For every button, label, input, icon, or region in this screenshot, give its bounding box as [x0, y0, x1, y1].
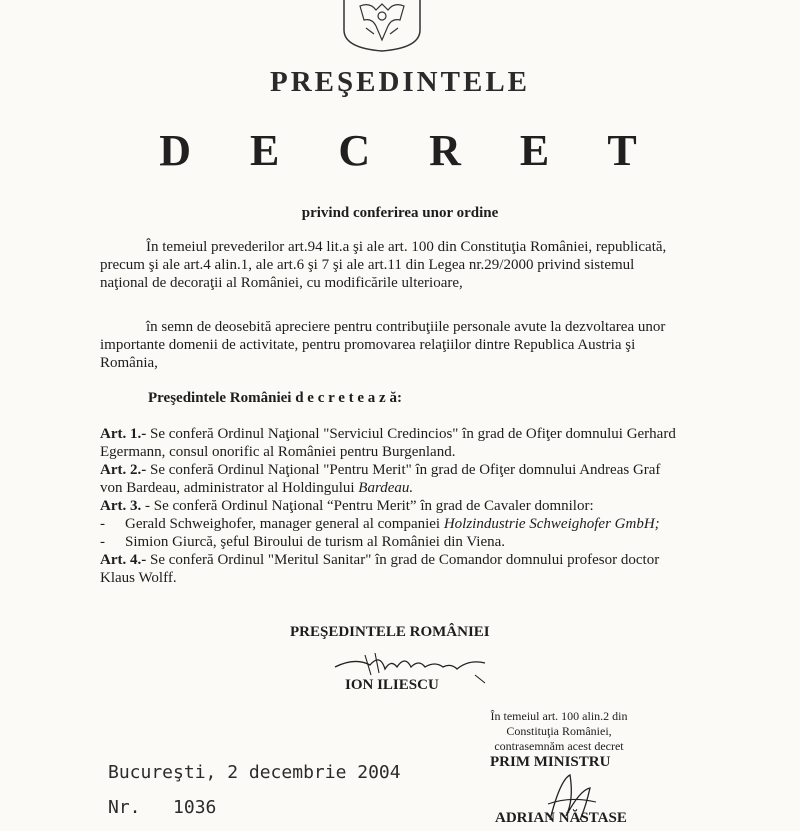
article-2-company: Bardeau.	[358, 480, 414, 496]
preamble-motivation	[100, 318, 670, 372]
article-2-label: Art. 2.-	[100, 462, 147, 478]
decree-subject: privind conferirea unor ordine	[301, 205, 499, 221]
decree-number-value: 1036	[173, 797, 217, 818]
coat-of-arms-icon	[340, 0, 424, 52]
prime-minister-title: PRIM MINISTRU	[490, 754, 611, 770]
article-3-text: - Se conferă Ordinul Naţional “Pentru Merit” în grad de Cavaler domnilor:	[141, 498, 594, 514]
article-3-item-1-text: Gerald Schweighofer, manager general al companiei	[125, 516, 444, 532]
decree-number-label: Nr.	[108, 797, 141, 818]
article-4-label: Art. 4.-	[100, 552, 147, 568]
article-3	[100, 497, 680, 515]
article-4	[100, 551, 680, 587]
document-title: D E C R E T	[159, 126, 661, 175]
prime-minister-name: ADRIAN NĂSTASE	[495, 810, 627, 826]
articles-list	[100, 425, 680, 587]
article-3-item-2	[100, 533, 680, 551]
president-name: ION ILIESCU	[345, 677, 439, 693]
preamble-text-2: în semn de deosebită apreciere pentru contribuţiile personale avute la dezvoltarea unor importante domenii de activitate, pentru promovarea relaţiilor dintre Republica Austria şi România,	[100, 319, 666, 371]
article-3-label: Art. 3.	[100, 498, 142, 514]
decree-formula: Preşedintele României d e c r e t e a z ă:	[148, 390, 402, 406]
preamble-text-1: În temeiul prevederilor art.94 lit.a şi ale art. 100 din Constituţia României, republicată, precum şi ale art.4 alin.1, ale art.6 şi 7 şi ale art.11 din Legea nr.29/2000 privind sistemul naţional de decoraţii al României, cu modificările ulterioare,	[100, 239, 667, 291]
article-4-text: Se conferă Ordinul "Meritul Sanitar" în grad de Comandor domnului profesor doctor Klaus Wolff.	[100, 552, 660, 586]
president-signature-title: PREŞEDINTELE ROMÂNIEI	[290, 624, 490, 640]
article-2-text: Se conferă Ordinul Naţional "Pentru Merit" în grad de Ofiţer domnului Andreas Graf von Bardeau, administrator al Holdingului	[100, 462, 661, 496]
countersignature-text: În temeiul art. 100 alin.2 din Constituţia României, contrasemnăm acest decret	[490, 709, 628, 753]
article-3-item-2-text: Simion Giurcă, şeful Biroului de turism al României din Viena.	[125, 534, 506, 550]
list-dash: -	[100, 534, 105, 550]
issue-place-date: Bucureşti, 2 decembrie 2004	[108, 762, 401, 783]
article-2	[100, 461, 680, 497]
article-1-text: Se conferă Ordinul Naţional "Serviciul Credincios" în grad de Ofiţer domnului Gerhard Egermann, consul onorific al României pentru Burgenland.	[100, 426, 676, 460]
decree-number	[108, 797, 216, 818]
article-3-item-1-company: Holzindustrie Schweighofer GmbH;	[443, 516, 660, 532]
article-1	[100, 425, 680, 461]
list-dash: -	[100, 516, 105, 532]
article-1-label: Art. 1.-	[100, 426, 147, 442]
article-3-item-1	[100, 515, 680, 533]
preamble-legal-basis	[100, 238, 670, 292]
issuer-heading: PREŞEDINTELE	[269, 66, 530, 98]
